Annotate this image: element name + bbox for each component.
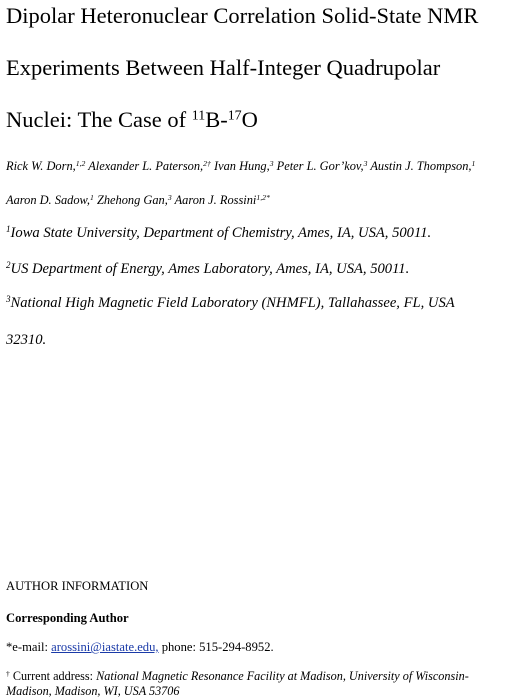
- author-name: Zhehong Gan,: [96, 193, 168, 207]
- title-line-3: [6, 109, 258, 132]
- footnote-text: National Magnetic Resonance Facility at Madison, University of Wisconsin-: [96, 669, 469, 683]
- author-line-1: [6, 160, 475, 172]
- isotope-symbol-boron: B-: [205, 107, 228, 132]
- footnote-label: Current address:: [9, 669, 97, 683]
- author-line-2: [6, 194, 270, 206]
- author-name: Austin J. Thompson,: [370, 159, 472, 173]
- author-name: Ivan Hung,: [213, 159, 270, 173]
- author-affiliation-mark: 1,2*: [256, 192, 270, 202]
- author-affiliation-mark: 2†: [203, 158, 211, 168]
- affiliation-number: 3: [6, 294, 11, 305]
- isotope-mass-oxygen: 17: [227, 108, 242, 124]
- affiliation-2: [6, 262, 409, 277]
- affiliation-3-continuation: 32310.: [6, 332, 47, 348]
- affiliation-text: Iowa State University, Department of Chemistry, Ames, IA, USA, 50011.: [10, 225, 432, 241]
- affiliation-text: National High Magnetic Field Laboratory (NHMFL), Tallahassee, FL, USA: [10, 295, 455, 311]
- corresponding-author-heading: Corresponding Author: [6, 611, 129, 625]
- contact-line: [6, 641, 274, 654]
- author-affiliation-mark: 3: [269, 158, 274, 168]
- title-line-3-text: Nuclei: The Case of: [6, 107, 192, 132]
- author-affiliation-mark: 1,2: [75, 158, 86, 168]
- isotope-symbol-oxygen: O: [241, 107, 258, 132]
- email-link[interactable]: arossini@iastate.edu,: [51, 640, 159, 654]
- author-name: Aaron D. Sadow,: [6, 193, 90, 207]
- author-name: Peter L. Gor’kov,: [276, 159, 364, 173]
- affiliation-1: [6, 226, 431, 241]
- author-affiliation-mark: 3: [167, 192, 172, 202]
- footnote-line-1: [6, 670, 469, 682]
- affiliation-3: [6, 296, 455, 311]
- author-affiliation-mark: 3: [363, 158, 368, 168]
- author-affiliation-mark: 1: [89, 192, 94, 202]
- affiliation-number: 1: [6, 224, 11, 235]
- phone-text: phone: 515-294-8952.: [158, 640, 274, 654]
- affiliation-number: 2: [6, 260, 11, 271]
- author-name: Rick W. Dorn,: [6, 159, 76, 173]
- title-line-2: Experiments Between Half-Integer Quadrupolar: [6, 55, 441, 80]
- author-name: Aaron J. Rossini: [174, 193, 257, 207]
- isotope-mass-boron: 11: [191, 108, 206, 124]
- title-line-1: Dipolar Heteronuclear Correlation Solid-State NMR: [6, 3, 479, 28]
- author-information-heading: AUTHOR INFORMATION: [6, 579, 149, 593]
- author-name: Alexander L. Paterson,: [88, 159, 204, 173]
- affiliation-text: US Department of Energy, Ames Laboratory, Ames, IA, USA, 50011.: [10, 261, 410, 277]
- author-affiliation-mark: 1: [471, 158, 476, 168]
- email-label: *e-mail:: [6, 640, 52, 654]
- footnote-marker: †: [6, 668, 10, 678]
- footnote-line-2: Madison, Madison, WI, USA 53706: [6, 684, 180, 698]
